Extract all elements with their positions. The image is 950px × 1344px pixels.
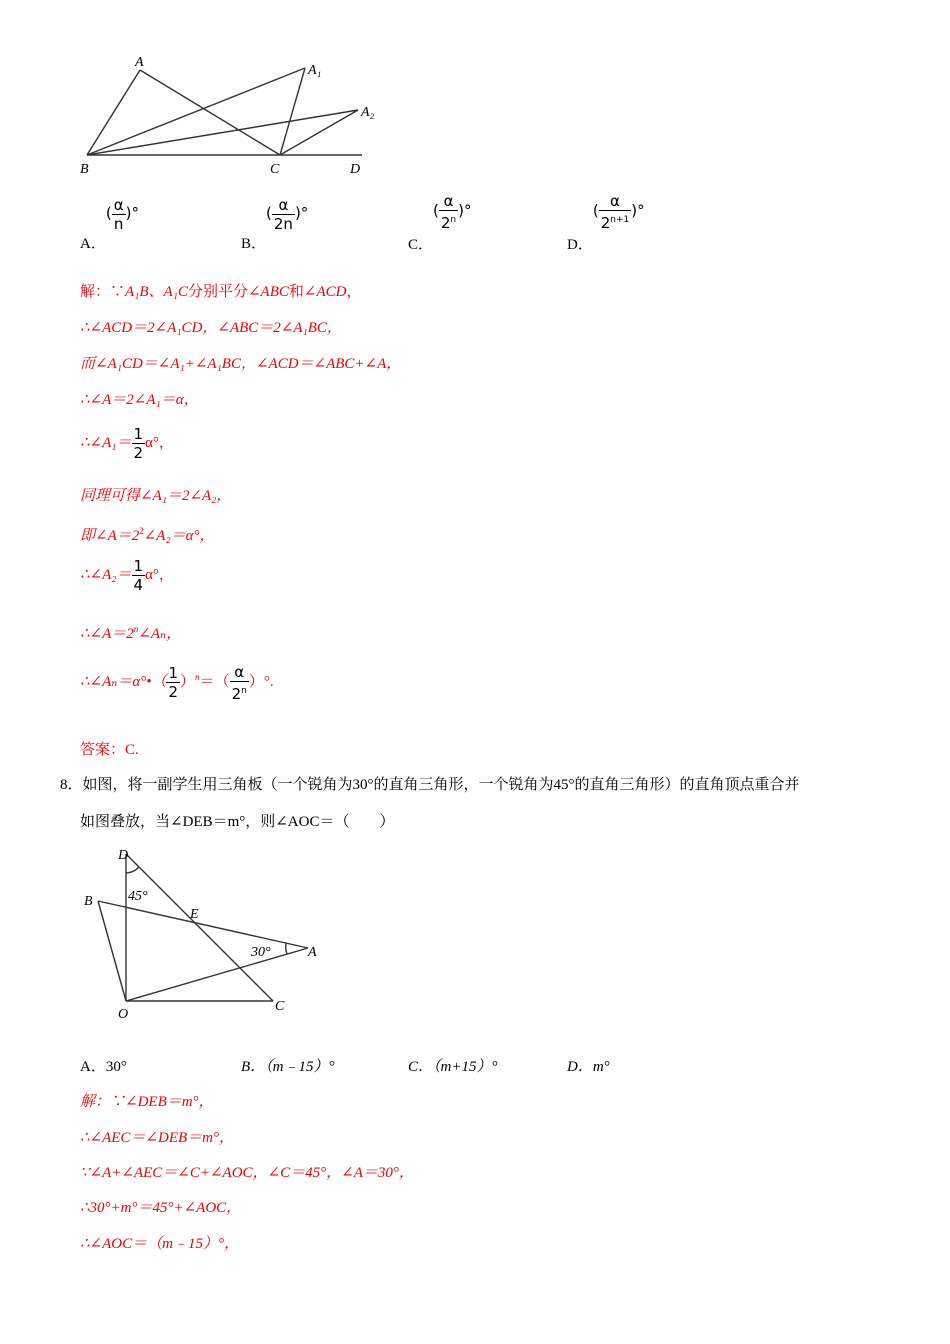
label-O: O [118, 1007, 129, 1022]
q7-solution-line-5: ∴∠A₁＝ $\frac{1}{2}$ α°， [80, 425, 174, 463]
q8-option-c[interactable]: C．（m+15）° [408, 1059, 498, 1075]
q8-solution-line-5: ∴∠AOC＝（m﹣15）°， [80, 1236, 239, 1252]
figure-set-squares [78, 843, 328, 1023]
q7-option-b[interactable]: B．( $\frac{\alpha}{2n}$ )° [241, 196, 309, 252]
q8-solution-line-3: ∵∠A+∠AEC＝∠C+∠AOC，∠C＝45°，∠A＝30°， [80, 1165, 414, 1181]
label-A: A [308, 945, 317, 960]
q8-solution-line-4: ∴30°+m°＝45°+∠AOC， [80, 1200, 242, 1216]
label-D: D [118, 848, 129, 863]
q8-question-line-2: 如图叠放，当∠DEB＝m°，则∠AOC＝（ ） [80, 814, 395, 830]
q7-solution-line-3: 而∠A₁CD＝∠A₁+∠A₁BC，∠ACD＝∠ABC+∠A， [80, 356, 402, 372]
label-A2: A₂ [361, 105, 375, 120]
label-A1: A₁ [308, 63, 322, 78]
label-C: C [275, 999, 285, 1014]
q8-option-b[interactable]: B．（m﹣15）° [241, 1059, 335, 1075]
angle-30-label: 30° [251, 945, 271, 960]
q7-solution-line-8: ∴∠A₂＝ $\frac{1}{4}$ α°， [80, 557, 174, 595]
q7-solution-line-7: 即$\angle A=2^2\angle A_2=\alpha^\circ$， [80, 526, 215, 544]
q7-solution-line-1: 解：∵A₁B、A₁C分别平分∠ABC和∠ACD， [80, 284, 362, 300]
figure-triangle-bisectors [70, 50, 390, 185]
label-B: B [84, 894, 93, 909]
q7-solution-line-2: ∴∠ACD＝2∠A₁CD，∠ABC＝2∠A₁BC， [80, 320, 342, 336]
q7-solution-line-9: $\therefore\angle A=2^n\angle A_n$， [80, 624, 182, 642]
q7-solution-line-10: ∴∠Aₙ＝α°•（ $\frac{1}{2}$ ）$^n$＝（ $\frac{\alpha}{2^n}$ ）°. [80, 662, 274, 703]
label-C: C [270, 162, 280, 177]
q7-solution-line-4: ∴∠A＝2∠A₁＝α， [80, 392, 199, 408]
q7-answer: 答案：C. [80, 742, 139, 758]
q8-solution-line-2: ∴∠AEC＝∠DEB＝m°， [80, 1130, 234, 1146]
angle-45-label: 45° [128, 889, 148, 904]
label-B: B [80, 162, 89, 177]
q8-question-line-1: 8．如图，将一副学生用三角板（一个锐角为30°的直角三角形，一个锐角为45°的直角三角形）的直角顶点重合并 [60, 777, 800, 793]
q7-option-c[interactable]: C．( $\frac{\alpha}{2^n}$ )° [408, 192, 472, 254]
label-E: E [190, 907, 199, 922]
q7-option-d[interactable]: D．( $\frac{\alpha}{2^{n+1}}$ )° [567, 192, 645, 254]
q8-option-d[interactable]: D．m° [567, 1059, 610, 1075]
label-A: A [135, 55, 144, 70]
q8-option-a[interactable]: A．30° [80, 1059, 127, 1075]
q7-option-a[interactable]: A．( $\frac{\alpha}{n}$ )° [80, 196, 139, 252]
q8-solution-line-1: 解：∵∠DEB＝m°， [80, 1094, 214, 1110]
label-D: D [350, 162, 361, 177]
q7-solution-line-6: 同理可得∠A₁＝2∠A₂， [80, 488, 232, 504]
